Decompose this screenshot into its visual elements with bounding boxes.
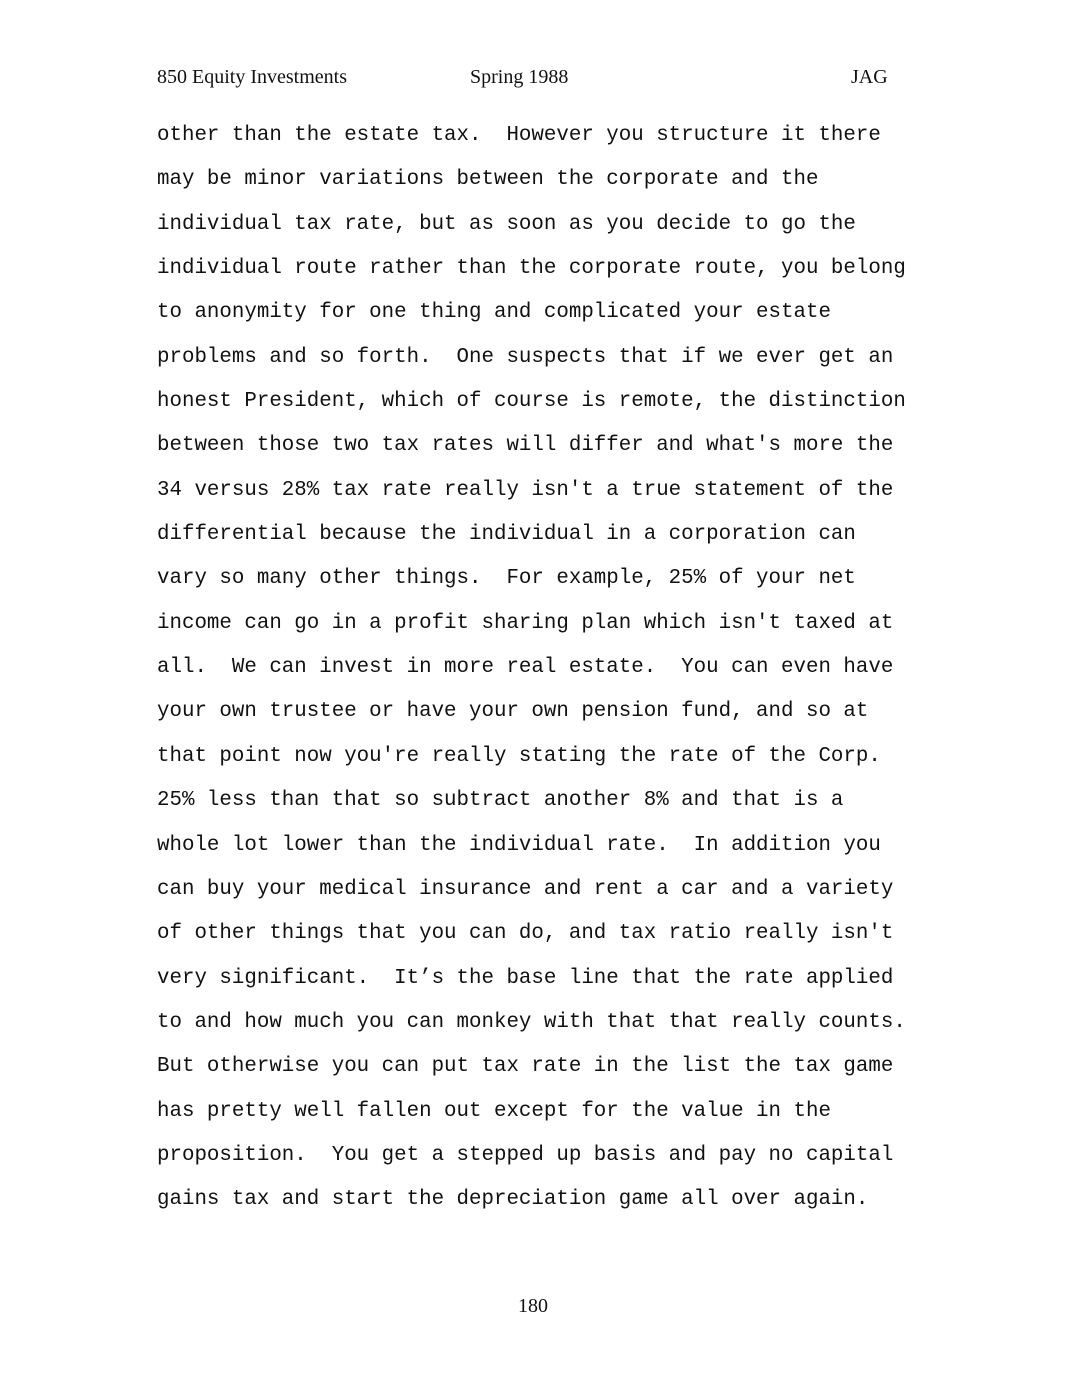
transcript-body (157, 114, 937, 1223)
text-line: vary so many other things. For example, 25% of your net (157, 567, 856, 591)
text-line: to and how much you can monkey with that that really counts. (157, 1010, 906, 1034)
text-line: very significant. It’s the base line that the rate applied (157, 966, 894, 990)
header-term: Spring 1988 (470, 66, 569, 88)
text-line: proposition. You get a stepped up basis and pay no capital (157, 1143, 894, 1167)
header-author-initials: JAG (851, 66, 888, 88)
text-line: can buy your medical insurance and rent a car and a variety (157, 877, 894, 901)
text-line: all. We can invest in more real estate. You can even have (157, 656, 894, 680)
text-line: to anonymity for one thing and complicated your estate (157, 301, 831, 325)
text-line: that point now you're really stating the rate of the Corp. (157, 744, 881, 768)
text-line: differential because the individual in a corporation can (157, 523, 856, 547)
text-line: income can go in a profit sharing plan which isn't taxed at (157, 611, 894, 635)
text-line: whole lot lower than the individual rate. In addition you (157, 833, 881, 857)
text-line: of other things that you can do, and tax ratio really isn't (157, 922, 894, 946)
text-line: between those two tax rates will differ and what's more the (157, 434, 894, 458)
page-number: 180 (518, 1295, 548, 1317)
text-line: 34 versus 28% tax rate really isn't a true statement of the (157, 478, 894, 502)
text-line: problems and so forth. One suspects that if we ever get an (157, 345, 894, 369)
text-line: may be minor variations between the corporate and the (157, 168, 819, 192)
text-line: individual route rather than the corporate route, you belong (157, 257, 906, 281)
text-line: honest President, which of course is remote, the distinction (157, 390, 906, 414)
text-line: 25% less than that so subtract another 8% and that is a (157, 789, 844, 813)
text-line: gains tax and start the depreciation game all over again. (157, 1188, 869, 1212)
text-line: But otherwise you can put tax rate in the list the tax game (157, 1055, 894, 1079)
text-line: has pretty well fallen out except for the value in the (157, 1099, 831, 1123)
text-line: your own trustee or have your own pension fund, and so at (157, 700, 869, 724)
text-line: other than the estate tax. However you structure it there (157, 124, 881, 147)
text-line: individual tax rate, but as soon as you decide to go the (157, 212, 856, 236)
header-course-title: 850 Equity Investments (157, 66, 347, 88)
page-header (0, 62, 1066, 92)
